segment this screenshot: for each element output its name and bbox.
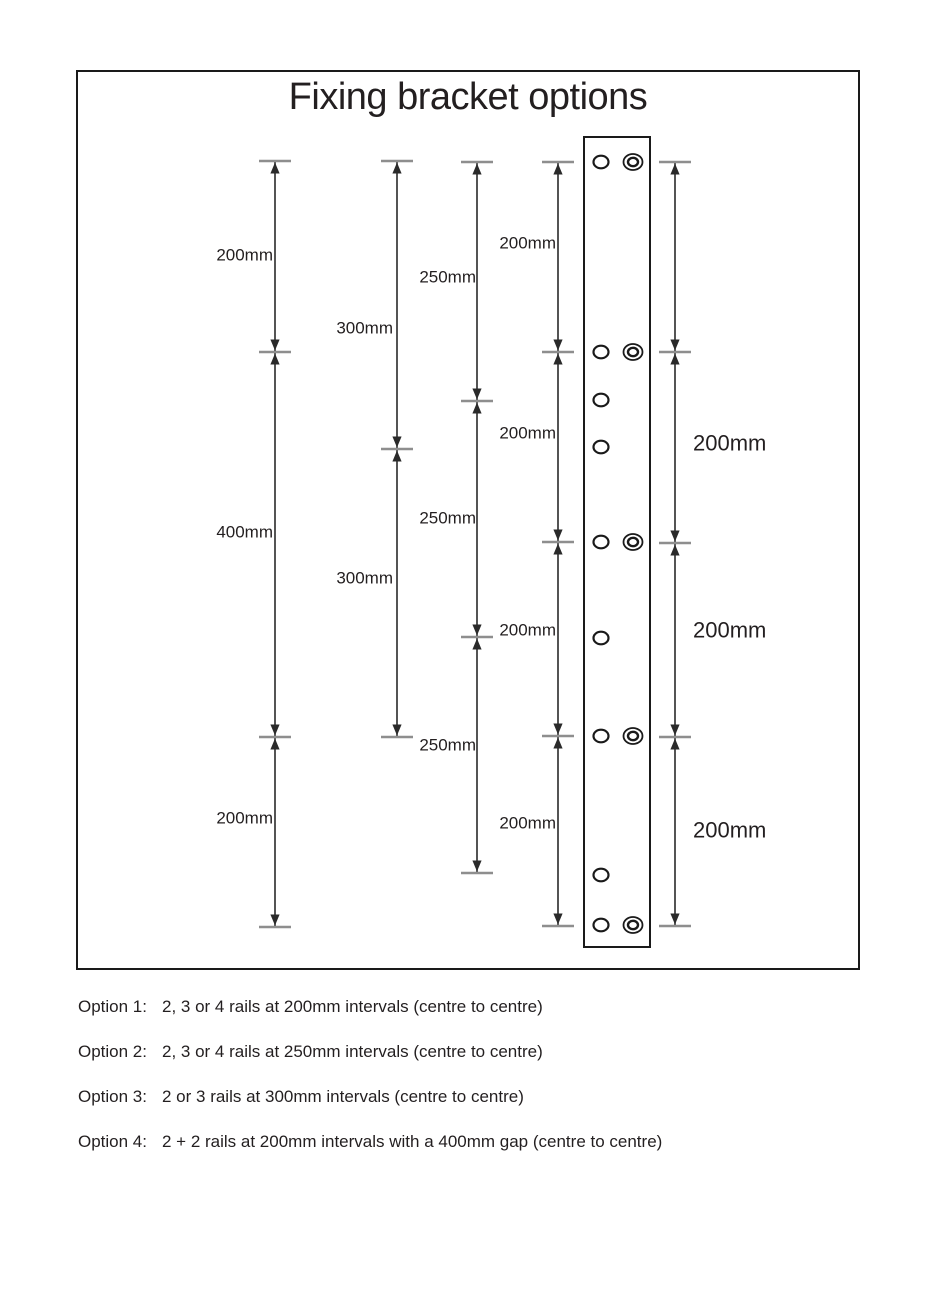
dimension-label: 200mm <box>499 813 556 833</box>
dimension-label: 200mm <box>499 620 556 640</box>
option-4-text: 2 + 2 rails at 200mm intervals with a 400mm gap (centre to centre) <box>162 1132 663 1151</box>
arrow-down-icon <box>392 437 401 448</box>
arrow-up-icon <box>670 545 679 556</box>
arrow-up-icon <box>270 163 279 174</box>
arrow-up-icon <box>472 639 481 650</box>
arrow-up-icon <box>392 163 401 174</box>
arrow-down-icon <box>392 725 401 736</box>
arrow-up-icon <box>392 451 401 462</box>
dimension-label: 250mm <box>419 267 476 287</box>
arrow-down-icon <box>670 340 679 351</box>
arrow-down-icon <box>553 914 562 925</box>
arrow-down-icon <box>553 530 562 541</box>
arrow-down-icon <box>670 725 679 736</box>
option-row-1 <box>78 984 818 1029</box>
arrow-down-icon <box>553 724 562 735</box>
arrow-down-icon <box>472 861 481 872</box>
dimension-label: 200mm <box>499 233 556 253</box>
arrow-down-icon <box>670 914 679 925</box>
bracket-strip <box>584 137 650 947</box>
arrow-down-icon <box>670 531 679 542</box>
dimension-label: 200mm <box>499 423 556 443</box>
dimension-label: 400mm <box>216 522 273 542</box>
option-1-right-dimensions <box>659 162 766 926</box>
arrow-up-icon <box>670 354 679 365</box>
dimension-label: 200mm <box>216 245 273 265</box>
arrow-up-icon <box>553 544 562 555</box>
dimension-label: 200mm <box>693 430 767 456</box>
option-3-dimensions <box>336 161 413 737</box>
arrow-down-icon <box>270 725 279 736</box>
arrow-up-icon <box>472 164 481 175</box>
arrow-up-icon <box>270 739 279 750</box>
option-row-4 <box>78 1119 818 1164</box>
option-3-text: 2 or 3 rails at 300mm intervals (centre to centre) <box>162 1087 524 1106</box>
option-4-label: Option 4: <box>78 1132 147 1151</box>
arrow-up-icon <box>270 354 279 365</box>
arrow-down-icon <box>472 625 481 636</box>
arrow-up-icon <box>553 164 562 175</box>
option-4-dimensions <box>216 161 291 927</box>
options-list <box>78 984 818 1164</box>
option-3-label: Option 3: <box>78 1087 147 1106</box>
option-1-left-dimensions <box>499 162 574 926</box>
arrow-up-icon <box>472 403 481 414</box>
arrow-down-icon <box>553 340 562 351</box>
arrow-down-icon <box>270 340 279 351</box>
dimension-label: 250mm <box>419 735 476 755</box>
option-2-dimensions <box>419 162 493 873</box>
option-1-text: 2, 3 or 4 rails at 200mm intervals (centre to centre) <box>162 997 543 1016</box>
arrow-up-icon <box>553 738 562 749</box>
dimension-label: 250mm <box>419 508 476 528</box>
dimension-label: 200mm <box>693 617 767 643</box>
arrow-up-icon <box>670 164 679 175</box>
diagram-title: Fixing bracket options <box>288 76 648 118</box>
dimension-label: 200mm <box>216 808 273 828</box>
arrow-down-icon <box>270 915 279 926</box>
option-row-3 <box>78 1074 818 1119</box>
arrow-down-icon <box>472 389 481 400</box>
option-1-label: Option 1: <box>78 997 147 1016</box>
dimension-label: 300mm <box>336 568 393 588</box>
dimension-label: 300mm <box>336 318 393 338</box>
arrow-up-icon <box>670 739 679 750</box>
dimension-label: 200mm <box>693 817 767 843</box>
option-row-2 <box>78 1029 818 1074</box>
option-2-label: Option 2: <box>78 1042 147 1061</box>
arrow-up-icon <box>553 354 562 365</box>
option-2-text: 2, 3 or 4 rails at 250mm intervals (centre to centre) <box>162 1042 543 1061</box>
